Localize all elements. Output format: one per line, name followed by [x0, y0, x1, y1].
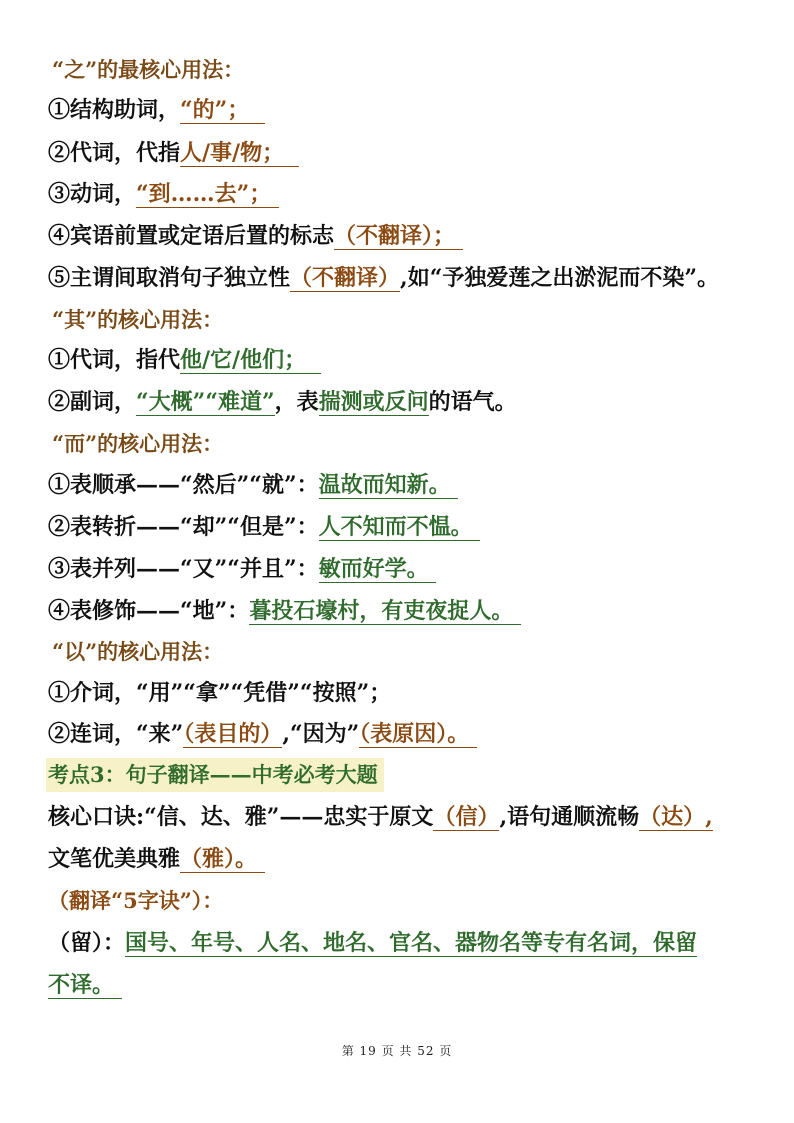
answer-blank: 人/事/物； [180, 140, 285, 166]
usage-example: ,如“予独爱莲之出淤泥而不染”。 [400, 265, 719, 291]
section-heading-zhi: “之”的最核心用法： [52, 57, 245, 82]
yi-usage-1: ①介词，“用”“拿”“凭借”“按照”； [48, 680, 392, 706]
answer-blank: “大概”“难道” [136, 389, 275, 415]
usage-text: ①结构助词， [48, 97, 181, 123]
answer-blank: （不翻译）； [334, 223, 456, 249]
er-usage-3 [48, 555, 436, 583]
er-usage-4 [48, 597, 521, 625]
answer-blank: 不译。 [48, 972, 115, 998]
usage-text: ②表转折——“却”“但是”： [48, 514, 319, 540]
usage-text: ③动词， [48, 181, 137, 207]
usage-text: ②副词， [48, 389, 137, 415]
answer-blank: （表原因）。 [359, 721, 470, 747]
answer-blank: 人不知而不愠。 [318, 514, 473, 540]
kaodian-rule-liu-cont [48, 971, 122, 999]
er-usage-1 [48, 471, 458, 499]
kaodian-motto: 核心口诀:“信、达、雅”——忠实于原文（信）,语句通顺流畅（达）, [48, 804, 713, 830]
answer-blank: 揣测或反问 [318, 389, 429, 415]
answer-blank: “到……去”； [136, 181, 272, 207]
usage-text: ⑤主谓间取消句子独立性 [48, 265, 291, 291]
kaodian-subheading: （翻译“5字诀”）： [48, 888, 224, 913]
usage-text: ④宾语前置或定语后置的标志 [48, 223, 335, 249]
answer-blank: （不翻译） [290, 265, 401, 291]
kaodian-motto-cont: 文笔优美典雅（雅）。 [48, 845, 265, 873]
zhi-usage-2 [48, 139, 299, 167]
kaodian-title: 考点3：句子翻译——中考必考大题 [46, 758, 384, 792]
kaodian-rule-liu: （留）：国号、年号、人名、地名、官名、器物名等专有名词，保留 [48, 930, 698, 956]
answer-blank: （雅）。 [180, 846, 258, 872]
yi-usage-2: ②连词，“来”（表目的）,“因为”（表原因）。 [48, 720, 477, 748]
section-heading-yi: “以”的核心用法： [52, 639, 224, 664]
zhi-usage-3 [48, 180, 279, 208]
zhi-usage-5 [48, 264, 719, 292]
zhi-usage-1 [48, 96, 265, 124]
section-heading-er: “而”的核心用法： [52, 431, 224, 456]
zhi-usage-4 [48, 222, 463, 250]
answer-blank: 敏而好学。 [318, 556, 429, 582]
answer-blank: （达）, [639, 804, 713, 830]
answer-blank: “的”； [180, 97, 250, 123]
page-footer: 第 19 页 共 52 页 [341, 1044, 453, 1058]
usage-text: ②连词，“来” [48, 721, 184, 747]
usage-text: ②代词，代指 [48, 140, 181, 166]
section-heading-qi: “其”的核心用法： [52, 307, 224, 332]
answer-blank: 暮投石壕村，有吏夜捉人。 [249, 598, 514, 624]
usage-text: ①表顺承——“然后”“就”： [48, 472, 319, 498]
answer-blank: （信） [433, 804, 500, 830]
usage-text: ④表修饰——“地”： [48, 598, 250, 624]
er-usage-2 [48, 513, 480, 541]
qi-usage-1 [48, 346, 321, 374]
answer-blank: （表目的） [183, 721, 283, 747]
answer-blank: 他/它/他们； [180, 347, 307, 373]
qi-usage-2: ②副词，“大概”“难道”，表揣测或反问的语气。 [48, 389, 517, 415]
usage-text: ①代词，指代 [48, 347, 181, 373]
answer-blank: 国号、年号、人名、地名、官名、器物名等专有名词，保留 [125, 930, 698, 956]
answer-blank: 温故而知新。 [318, 472, 451, 498]
usage-text: ③表并列——“又”“并且”： [48, 556, 319, 582]
